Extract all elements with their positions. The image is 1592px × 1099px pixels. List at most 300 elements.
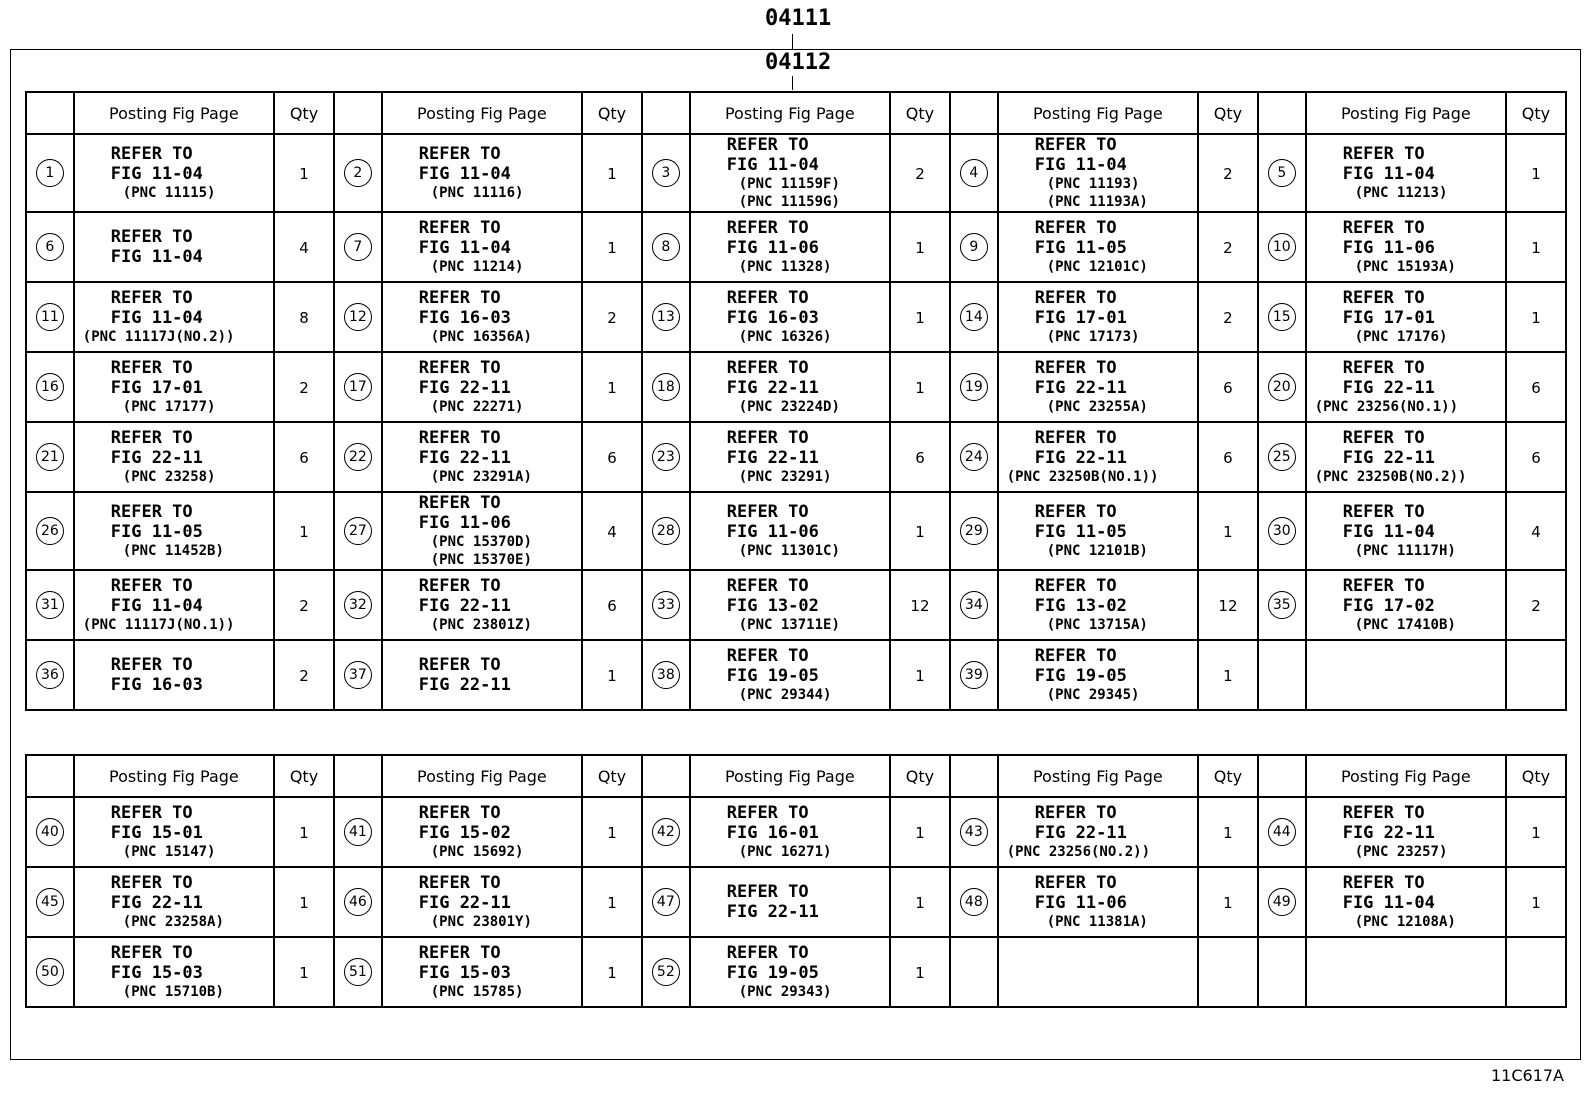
item-number-cell [950,640,998,710]
number-header [26,92,74,134]
quantity-value: 1 [299,164,309,183]
table-row [26,937,1566,1007]
reference-text [383,288,581,346]
reference-text [999,428,1197,486]
item-number-badge: 26 [36,517,64,545]
pnc-number: (PNC 17410B) [1354,617,1456,633]
quantity-value: 12 [910,596,930,615]
reference-text [691,358,889,416]
qty-header: Qty [1506,92,1566,134]
reference-text [75,655,273,695]
quantity-value: 1 [1223,823,1233,842]
reference-cell [690,570,890,640]
quantity-value: 6 [915,448,925,467]
refer-to-label: REFER TO [418,493,501,513]
table-row [26,797,1566,867]
refer-to-label: REFER TO [110,576,193,596]
quantity-value: 1 [1223,666,1233,685]
refer-to-label: REFER TO [110,502,193,522]
qty-header: Qty [582,92,642,134]
reference-text [383,655,581,695]
item-number-cell [950,867,998,937]
quantity-value: 6 [607,596,617,615]
item-number-badge: 45 [36,888,64,916]
item-number-cell [1258,134,1306,212]
qty-cell [274,352,334,422]
reference-text [383,358,581,416]
figure-reference: FIG 19-05 [726,666,819,686]
qty-cell [890,422,950,492]
figure-reference: FIG 22-11 [418,448,511,468]
pnc-number: (PNC 23258A) [122,914,224,930]
reference-text [999,502,1197,560]
qty-cell [274,212,334,282]
reference-cell [690,212,890,282]
figure-reference: FIG 22-11 [1034,378,1127,398]
item-number-cell [642,422,690,492]
refer-to-label: REFER TO [110,144,193,164]
item-number-badge: 4 [960,159,988,187]
item-number-badge: 49 [1268,888,1296,916]
item-number-cell [26,492,74,570]
qty-cell [582,212,642,282]
figure-reference: FIG 15-02 [418,823,511,843]
reference-text [999,873,1197,931]
reference-text [999,576,1197,634]
qty-cell [1198,797,1258,867]
reference-text [75,227,273,267]
pnc-number: (PNC 15147) [122,844,216,860]
pnc-number: (PNC 23255A) [1046,399,1148,415]
refer-to-label: REFER TO [1034,135,1117,155]
figure-reference: FIG 11-06 [726,238,819,258]
refer-to-label: REFER TO [1342,873,1425,893]
pnc-number: (PNC 23258) [122,469,216,485]
figure-reference: FIG 15-03 [418,963,511,983]
refer-to-label: REFER TO [418,428,501,448]
table-row [26,422,1566,492]
item-number-badge: 30 [1268,517,1296,545]
quantity-value: 4 [299,238,309,257]
item-number-badge: 17 [344,373,372,401]
figure-reference: FIG 11-04 [1342,164,1435,184]
qty-cell [582,937,642,1007]
item-number-cell [1258,282,1306,352]
reference-cell [74,797,274,867]
quantity-value: 2 [1223,238,1233,257]
pnc-number: (PNC 17177) [122,399,216,415]
figure-reference: FIG 22-11 [418,378,511,398]
qty-cell [1506,937,1566,1007]
reference-text [75,502,273,560]
reference-cell [74,352,274,422]
pnc-number: (PNC 15692) [430,844,524,860]
quantity-value: 1 [299,963,309,982]
figure-reference: FIG 11-04 [726,155,819,175]
item-number-badge: 42 [652,818,680,846]
pnc-number: (PNC 15370D) [430,534,532,550]
figure-reference: FIG 22-11 [110,448,203,468]
refer-to-label: REFER TO [1034,428,1117,448]
reference-text [75,576,273,634]
table-row [26,352,1566,422]
figure-reference: FIG 11-05 [1034,238,1127,258]
refer-to-label: REFER TO [726,646,809,666]
pnc-number: (PNC 17176) [1354,329,1448,345]
number-header [334,755,382,797]
item-number-badge: 23 [652,443,680,471]
refer-to-label: REFER TO [726,943,809,963]
reference-text [691,428,889,486]
quantity-value: 12 [1218,596,1238,615]
quantity-value: 1 [299,893,309,912]
refer-to-label: REFER TO [1342,288,1425,308]
figure-reference: FIG 11-06 [1342,238,1435,258]
table-row [26,570,1566,640]
item-number-cell [334,212,382,282]
item-number-cell [26,282,74,352]
figure-reference: FIG 11-04 [418,164,511,184]
item-number-cell [334,492,382,570]
quantity-value: 2 [1223,164,1233,183]
qty-cell [582,797,642,867]
pnc-number: (PNC 11159F) [738,176,840,192]
quantity-value: 6 [299,448,309,467]
quantity-value: 6 [1531,378,1541,397]
quantity-value: 1 [915,666,925,685]
item-number-cell [334,937,382,1007]
refer-to-label: REFER TO [418,943,501,963]
reference-text [383,803,581,861]
item-number-cell [26,867,74,937]
reference-text [75,873,273,931]
reference-text [383,873,581,931]
table-row [26,867,1566,937]
reference-cell [74,570,274,640]
reference-cell [998,134,1198,212]
figure-reference: FIG 22-11 [1034,823,1127,843]
reference-text [999,218,1197,276]
item-number-cell [1258,212,1306,282]
assembly-number-04111: 04111 [765,6,832,31]
posting-fig-page-header: Posting Fig Page [1306,755,1506,797]
qty-header: Qty [1198,92,1258,134]
qty-cell [1198,212,1258,282]
reference-text [691,218,889,276]
quantity-value: 1 [915,522,925,541]
item-number-badge: 34 [960,591,988,619]
figure-reference: FIG 11-05 [1034,522,1127,542]
quantity-value: 6 [1223,378,1233,397]
item-number-badge: 15 [1268,303,1296,331]
refer-to-label: REFER TO [418,873,501,893]
drawing-code: 11C617A [1490,1066,1564,1085]
refer-to-label: REFER TO [726,358,809,378]
pnc-number: (PNC 11214) [430,259,524,275]
pnc-number: (PNC 11193A) [1046,194,1148,210]
qty-cell [1506,282,1566,352]
refer-to-label: REFER TO [418,358,501,378]
refer-to-label: REFER TO [1342,576,1425,596]
reference-cell [998,570,1198,640]
item-number-cell [26,422,74,492]
reference-cell [74,212,274,282]
posting-fig-page-header: Posting Fig Page [74,92,274,134]
refer-to-label: REFER TO [726,576,809,596]
item-number-cell [26,797,74,867]
pnc-number: (PNC 11193) [1046,176,1140,192]
qty-cell [1198,282,1258,352]
item-number-badge: 6 [36,233,64,261]
item-number-badge: 33 [652,591,680,619]
pnc-number: (PNC 16326) [738,329,832,345]
reference-cell [998,282,1198,352]
refer-to-label: REFER TO [726,502,809,522]
figure-reference: FIG 22-11 [1342,823,1435,843]
qty-cell [582,492,642,570]
item-number-badge: 18 [652,373,680,401]
reference-text [999,135,1197,211]
item-number-cell [642,867,690,937]
reference-cell [1306,492,1506,570]
item-number-cell [1258,797,1306,867]
figure-reference: FIG 22-11 [1342,378,1435,398]
figure-reference: FIG 11-04 [110,308,203,328]
reference-text [999,288,1197,346]
pnc-number: (PNC 12108A) [1354,914,1456,930]
reference-cell [690,797,890,867]
quantity-value: 1 [1223,893,1233,912]
refer-to-label: REFER TO [418,144,501,164]
item-number-badge: 37 [344,661,372,689]
figure-reference: FIG 11-06 [726,522,819,542]
quantity-value: 2 [1531,596,1541,615]
quantity-value: 2 [1223,308,1233,327]
quantity-value: 1 [1531,893,1541,912]
qty-cell [1506,797,1566,867]
reference-text [691,943,889,1001]
figure-reference: FIG 22-11 [1034,448,1127,468]
refer-to-label: REFER TO [110,358,193,378]
posting-fig-page-header: Posting Fig Page [1306,92,1506,134]
item-number-cell [1258,937,1306,1007]
reference-text [691,803,889,861]
quantity-value: 2 [299,666,309,685]
item-number-badge: 14 [960,303,988,331]
reference-cell [998,422,1198,492]
reference-text [999,646,1197,704]
refer-to-label: REFER TO [110,803,193,823]
qty-header: Qty [274,755,334,797]
reference-text [383,428,581,486]
figure-reference: FIG 11-05 [110,522,203,542]
refer-to-label: REFER TO [110,943,193,963]
pnc-number: (PNC 11381A) [1046,914,1148,930]
item-number-cell [642,570,690,640]
table-row [26,640,1566,710]
pnc-number: (PNC 23250B(NO.1)) [1006,469,1159,485]
reference-cell [382,282,582,352]
reference-text [691,882,889,922]
number-header [642,755,690,797]
item-number-badge: 39 [960,661,988,689]
figure-reference: FIG 19-05 [1034,666,1127,686]
reference-cell [74,937,274,1007]
item-number-cell [1258,867,1306,937]
pnc-number: (PNC 23256(NO.1)) [1314,399,1458,415]
figure-reference: FIG 11-06 [1034,893,1127,913]
item-number-badge: 31 [36,591,64,619]
reference-cell [382,492,582,570]
refer-to-label: REFER TO [726,428,809,448]
refer-to-label: REFER TO [1342,803,1425,823]
qty-cell [1506,212,1566,282]
item-number-badge: 40 [36,818,64,846]
qty-cell [1198,867,1258,937]
reference-cell [690,352,890,422]
pnc-number: (PNC 23801Y) [430,914,532,930]
refer-to-label: REFER TO [418,576,501,596]
table-row [26,282,1566,352]
reference-cell [690,422,890,492]
reference-cell [382,640,582,710]
pnc-number: (PNC 15785) [430,984,524,1000]
item-number-badge: 46 [344,888,372,916]
reference-text [1307,803,1505,861]
reference-text [691,135,889,211]
item-number-badge: 44 [1268,818,1296,846]
item-number-badge: 35 [1268,591,1296,619]
reference-cell [690,134,890,212]
figure-reference: FIG 11-04 [110,247,203,267]
item-number-cell [1258,422,1306,492]
qty-cell [1506,867,1566,937]
pnc-number: (PNC 12101B) [1046,543,1148,559]
pnc-number: (PNC 11115) [122,185,216,201]
reference-text [75,803,273,861]
qty-cell [274,867,334,937]
figure-reference: FIG 16-01 [726,823,819,843]
refer-to-label: REFER TO [1034,873,1117,893]
item-number-badge: 50 [36,958,64,986]
item-number-cell [950,212,998,282]
reference-cell [998,212,1198,282]
item-number-cell [26,640,74,710]
refer-to-label: REFER TO [1342,358,1425,378]
figure-reference: FIG 22-11 [726,902,819,922]
quantity-value: 2 [299,378,309,397]
figure-reference: FIG 11-04 [110,596,203,616]
table-row [26,492,1566,570]
reference-cell [1306,640,1506,710]
item-number-badge: 5 [1268,159,1296,187]
item-number-badge: 36 [36,661,64,689]
item-number-cell [950,282,998,352]
qty-header: Qty [582,755,642,797]
table-row [26,212,1566,282]
pnc-number: (PNC 11213) [1354,185,1448,201]
item-number-badge: 41 [344,818,372,846]
figure-reference: FIG 22-11 [1342,448,1435,468]
item-number-cell [26,134,74,212]
figure-reference: FIG 13-02 [1034,596,1127,616]
qty-cell [1506,492,1566,570]
quantity-value: 1 [1531,823,1541,842]
refer-to-label: REFER TO [1034,646,1117,666]
figure-reference: FIG 22-11 [418,893,511,913]
item-number-badge: 48 [960,888,988,916]
refer-to-label: REFER TO [1034,358,1117,378]
qty-cell [1506,352,1566,422]
figure-reference: FIG 11-04 [1342,893,1435,913]
reference-cell [1306,212,1506,282]
item-number-badge: 8 [652,233,680,261]
qty-cell [890,134,950,212]
quantity-value: 1 [607,963,617,982]
item-number-badge: 1 [36,159,64,187]
quantity-value: 1 [1223,522,1233,541]
pnc-number: (PNC 23224D) [738,399,840,415]
qty-cell [890,492,950,570]
item-number-badge: 2 [344,159,372,187]
number-header [1258,755,1306,797]
quantity-value: 6 [1223,448,1233,467]
quantity-value: 1 [607,893,617,912]
figure-reference: FIG 13-02 [726,596,819,616]
reference-cell [690,937,890,1007]
qty-header: Qty [1198,755,1258,797]
qty-cell [890,867,950,937]
number-header [950,755,998,797]
qty-cell [1198,352,1258,422]
item-number-cell [334,134,382,212]
leader-line [792,76,793,90]
item-number-badge: 20 [1268,373,1296,401]
qty-cell [274,282,334,352]
reference-text [691,576,889,634]
reference-cell [382,937,582,1007]
item-number-badge: 25 [1268,443,1296,471]
item-number-cell [642,797,690,867]
pnc-number: (PNC 11452B) [122,543,224,559]
figure-reference: FIG 17-01 [1034,308,1127,328]
qty-cell [1506,134,1566,212]
figure-reference: FIG 19-05 [726,963,819,983]
reference-cell [74,492,274,570]
reference-cell [998,867,1198,937]
item-number-badge: 43 [960,818,988,846]
pnc-number: (PNC 17173) [1046,329,1140,345]
item-number-cell [1258,492,1306,570]
reference-cell [382,867,582,937]
qty-cell [890,282,950,352]
qty-cell [274,797,334,867]
refer-to-label: REFER TO [1342,144,1425,164]
pnc-number: (PNC 16271) [738,844,832,860]
item-number-cell [950,937,998,1007]
posting-fig-page-header: Posting Fig Page [998,755,1198,797]
qty-cell [1506,422,1566,492]
refer-to-label: REFER TO [726,803,809,823]
assembly-number-04112: 04112 [765,50,832,75]
refer-to-label: REFER TO [418,288,501,308]
item-number-cell [334,282,382,352]
reference-cell [74,422,274,492]
item-number-badge: 51 [344,958,372,986]
item-number-badge: 27 [344,517,372,545]
reference-cell [1306,134,1506,212]
pnc-number: (PNC 22271) [430,399,524,415]
